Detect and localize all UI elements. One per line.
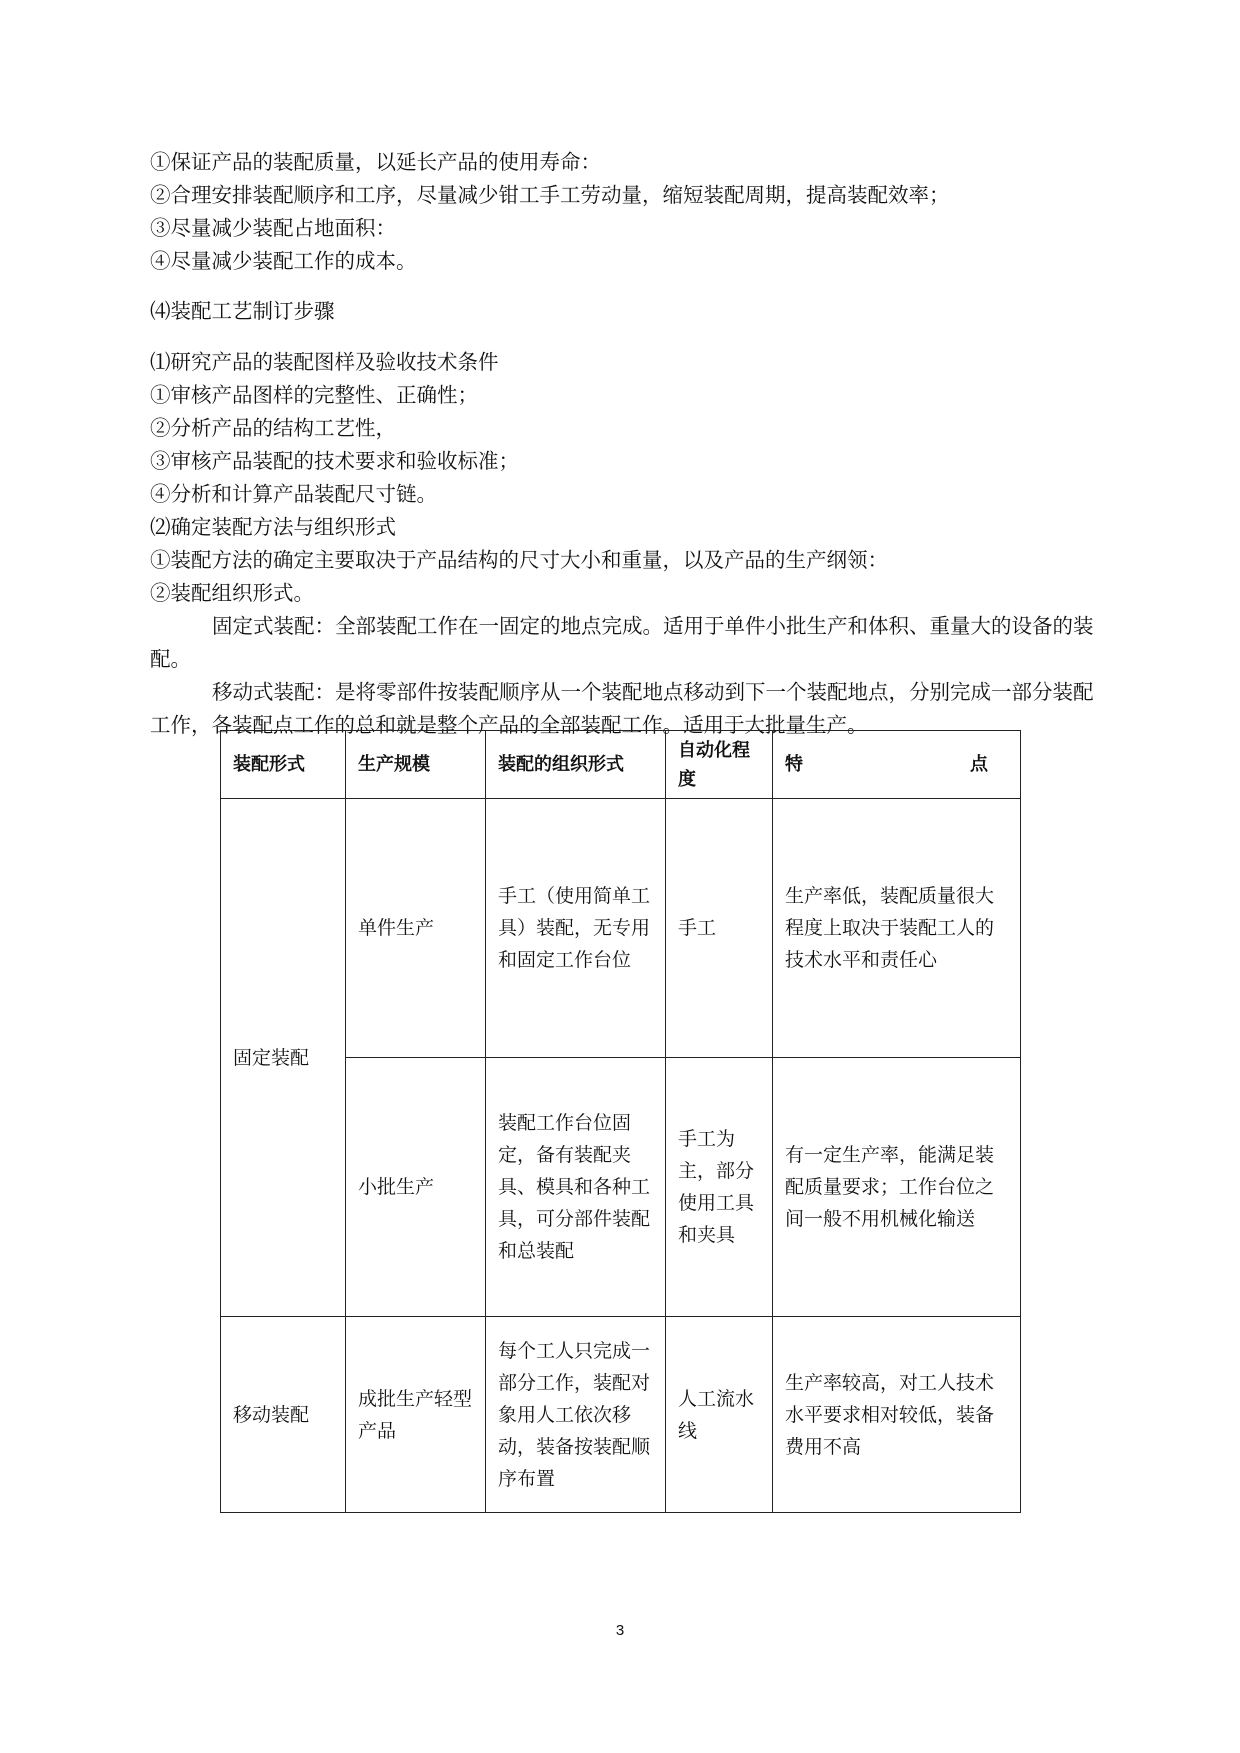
- fixed-form-cell: 固定装配: [221, 799, 346, 1317]
- moving-assembly-paragraph: 移动式装配：是将零部件按装配顺序从一个装配地点移动到下一个装配地点，分别完成一部分装配工作，各装配点工作的总和就是整个产品的全部装配工作。适用于大批量生产。: [150, 680, 1094, 737]
- table-row: [221, 1317, 1021, 1513]
- step-2-item-1: ①装配方法的确定主要取决于产品结构的尺寸大小和重量，以及产品的生产纲领：: [150, 548, 888, 572]
- header-organization: 装配的组织形式: [486, 731, 666, 799]
- step-1-item-1: ①审核产品图样的完整性、正确性；: [150, 383, 478, 407]
- features-cell: 生产率较高，对工人技术水平要求相对较低，装备费用不高: [773, 1317, 1021, 1513]
- automation-cell: 手工: [666, 799, 773, 1058]
- principle-1: ①保证产品的装配质量，以延长产品的使用寿命：: [150, 150, 601, 174]
- step-1: ⑴研究产品的装配图样及验收技术条件: [150, 350, 499, 374]
- step-1-item-2: ②分析产品的结构工艺性，: [150, 416, 396, 440]
- organization-cell: 手工（使用简单工具）装配，无专用和固定工作台位: [486, 799, 666, 1058]
- step-2-item-2: ②装配组织形式。: [150, 581, 314, 605]
- scale-cell: 小批生产: [346, 1058, 486, 1317]
- assembly-forms-table: [220, 730, 1021, 1513]
- header-scale: 生产规模: [346, 731, 486, 799]
- moving-form-cell: 移动装配: [221, 1317, 346, 1513]
- step-2: ⑵确定装配方法与组织形式: [150, 515, 396, 539]
- step-1-item-3: ③审核产品装配的技术要求和验收标准；: [150, 449, 519, 473]
- table-row: [221, 799, 1021, 1058]
- principle-4: ④尽量减少装配工作的成本。: [150, 249, 417, 273]
- header-form: 装配形式: [221, 731, 346, 799]
- section-heading: ⑷装配工艺制订步骤: [150, 299, 335, 323]
- features-cell: 生产率低，装配质量很大程度上取决于装配工人的技术水平和责任心: [773, 799, 1021, 1058]
- scale-cell: 单件生产: [346, 799, 486, 1058]
- fixed-assembly-paragraph: 固定式装配：全部装配工作在一固定的地点完成。适用于单件小批生产和体积、重量大的设备的装配。: [150, 614, 1094, 671]
- scale-cell: 成批生产轻型产品: [346, 1317, 486, 1513]
- automation-cell: 手工为主，部分使用工具和夹具: [666, 1058, 773, 1317]
- automation-cell: 人工流水线: [666, 1317, 773, 1513]
- organization-cell: 装配工作台位固定，备有装配夹具、模具和各种工具，可分部件装配和总装配: [486, 1058, 666, 1317]
- page-number: 3: [615, 1622, 625, 1639]
- header-features: 特 点: [773, 731, 1021, 799]
- features-cell: 有一定生产率，能满足装配质量要求；工作台位之间一般不用机械化输送: [773, 1058, 1021, 1317]
- table-header-row: [221, 731, 1021, 799]
- principle-2: ②合理安排装配顺序和工序，尽量减少钳工手工劳动量，缩短装配周期，提高装配效率；: [150, 183, 950, 207]
- principle-3: ③尽量减少装配占地面积：: [150, 216, 396, 240]
- organization-cell: 每个工人只完成一部分工作，装配对象用人工依次移动，装备按装配顺序布置: [486, 1317, 666, 1513]
- step-1-item-4: ④分析和计算产品装配尺寸链。: [150, 482, 437, 506]
- header-automation: 自动化程度: [666, 731, 773, 799]
